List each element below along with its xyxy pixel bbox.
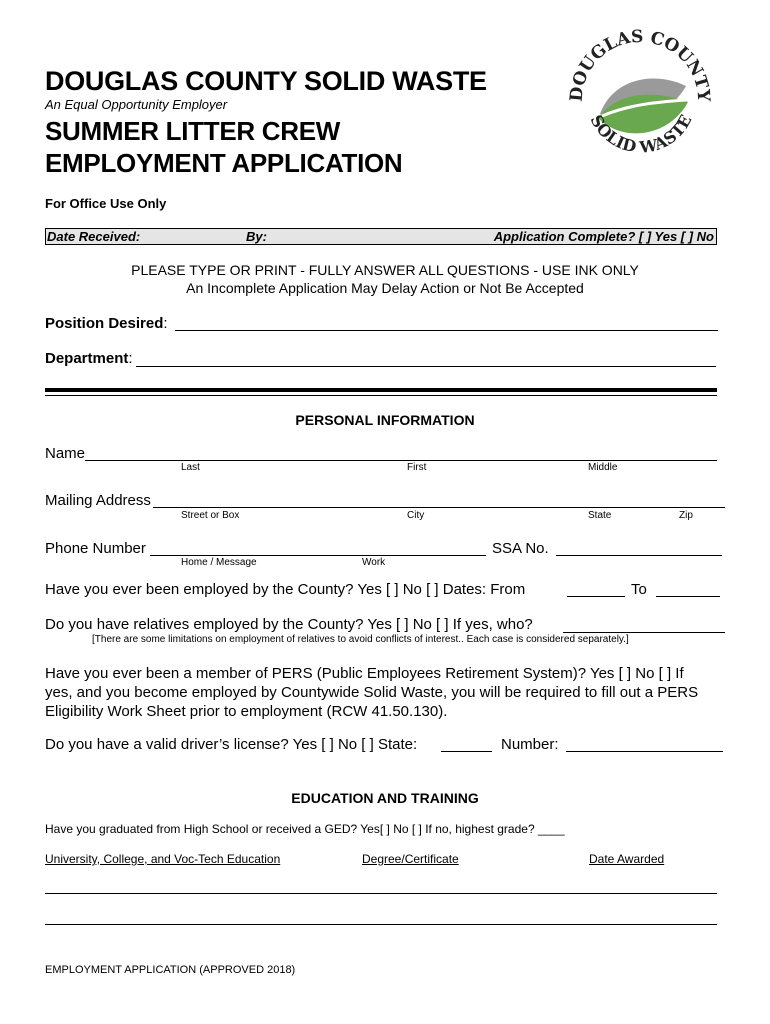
- relatives-question: Do you have relatives employed by the County? Yes [ ] No [ ] If yes, who?: [45, 616, 533, 633]
- address-sub-state: State: [588, 510, 612, 521]
- instructions-line2: An Incomplete Application May Delay Action or Not Be Accepted: [186, 280, 584, 296]
- logo-top-text: DOUGLAS COUNTY: [566, 26, 714, 103]
- education-col-degree: Degree/Certificate: [362, 852, 459, 866]
- ssa-field[interactable]: [556, 555, 722, 556]
- high-school-question: Have you graduated from High School or received a GED? Yes[ ] No [ ] If no, highest grade? ____: [45, 822, 565, 836]
- position-desired-label: Position Desired:: [45, 315, 168, 332]
- relatives-note: [There are some limitations on employment of relatives to avoid conflicts of interest.. Each case is considered separately.]: [92, 634, 629, 645]
- office-use-bar: [45, 228, 717, 245]
- section-divider-thick: [45, 388, 717, 392]
- license-state-field[interactable]: [441, 751, 492, 752]
- department-field[interactable]: [136, 366, 716, 367]
- education-col-date: Date Awarded: [589, 852, 665, 866]
- section-divider-thin: [45, 395, 717, 396]
- relatives-who-field[interactable]: [563, 632, 725, 633]
- dates-from-field[interactable]: [567, 596, 625, 597]
- position-desired-field[interactable]: [175, 330, 718, 331]
- education-row-2[interactable]: [45, 924, 717, 925]
- page-title-line2: EMPLOYMENT APPLICATION: [45, 148, 403, 178]
- county-employment-question: Have you ever been employed by the County? Yes [ ] No [ ] Dates: From: [45, 581, 526, 598]
- phone-sub-home: Home / Message: [181, 557, 257, 568]
- pers-line2: yes, and you become employed by Countywide Solid Waste, you will be required to fill out a PERS: [45, 684, 699, 701]
- drivers-license-question: Do you have a valid driver’s license? Yes [ ] No [ ] State:: [45, 736, 418, 753]
- name-label: Name: [45, 445, 86, 462]
- pers-line1: Have you ever been a member of PERS (Public Employees Retirement System)? Yes [ ] No [ ] If: [45, 665, 684, 682]
- dates-to-field[interactable]: [656, 596, 720, 597]
- education-col-institution: University, College, and Voc-Tech Education: [45, 852, 281, 866]
- phone-number-label: Phone Number: [45, 540, 146, 557]
- address-sub-city: City: [407, 510, 425, 521]
- dates-to-label: To: [631, 581, 647, 598]
- name-sub-middle: Middle: [588, 462, 618, 473]
- education-heading: EDUCATION AND TRAINING: [291, 790, 479, 806]
- name-sub-first: First: [407, 462, 427, 473]
- license-number-field[interactable]: [566, 751, 723, 752]
- office-use-heading: For Office Use Only: [45, 196, 167, 211]
- phone-sub-work: Work: [362, 557, 386, 568]
- application-complete-label: Application Complete? [ ] Yes [ ] No: [493, 229, 714, 244]
- address-sub-street: Street or Box: [181, 510, 240, 521]
- address-sub-zip: Zip: [679, 510, 693, 521]
- name-sub-last: Last: [181, 462, 200, 473]
- logo-bottom-text: SOLID WASTE: [586, 111, 696, 158]
- instructions-line1: PLEASE TYPE OR PRINT - FULLY ANSWER ALL QUESTIONS - USE INK ONLY: [131, 262, 639, 278]
- mailing-address-field[interactable]: [153, 507, 725, 508]
- by-label: By:: [246, 229, 267, 244]
- footer-text: EMPLOYMENT APPLICATION (APPROVED 2018): [45, 964, 296, 976]
- page-title-line1: SUMMER LITTER CREW: [45, 116, 341, 146]
- name-field[interactable]: [85, 460, 717, 461]
- personal-info-heading: PERSONAL INFORMATION: [295, 412, 475, 428]
- pers-line3: Eligibility Work Sheet prior to employment (RCW 41.50.130).: [45, 703, 448, 720]
- mailing-address-label: Mailing Address: [45, 492, 151, 509]
- county-logo: [560, 22, 720, 172]
- date-received-label: Date Received:: [47, 229, 141, 244]
- phone-number-field[interactable]: [150, 555, 486, 556]
- department-label: Department:: [45, 350, 133, 367]
- tagline: An Equal Opportunity Employer: [45, 97, 228, 112]
- pers-question: [45, 664, 725, 721]
- license-number-label: Number:: [501, 736, 559, 753]
- education-row-1[interactable]: [45, 893, 717, 894]
- org-name: DOUGLAS COUNTY SOLID WASTE: [45, 66, 487, 96]
- ssa-label: SSA No.: [492, 540, 549, 557]
